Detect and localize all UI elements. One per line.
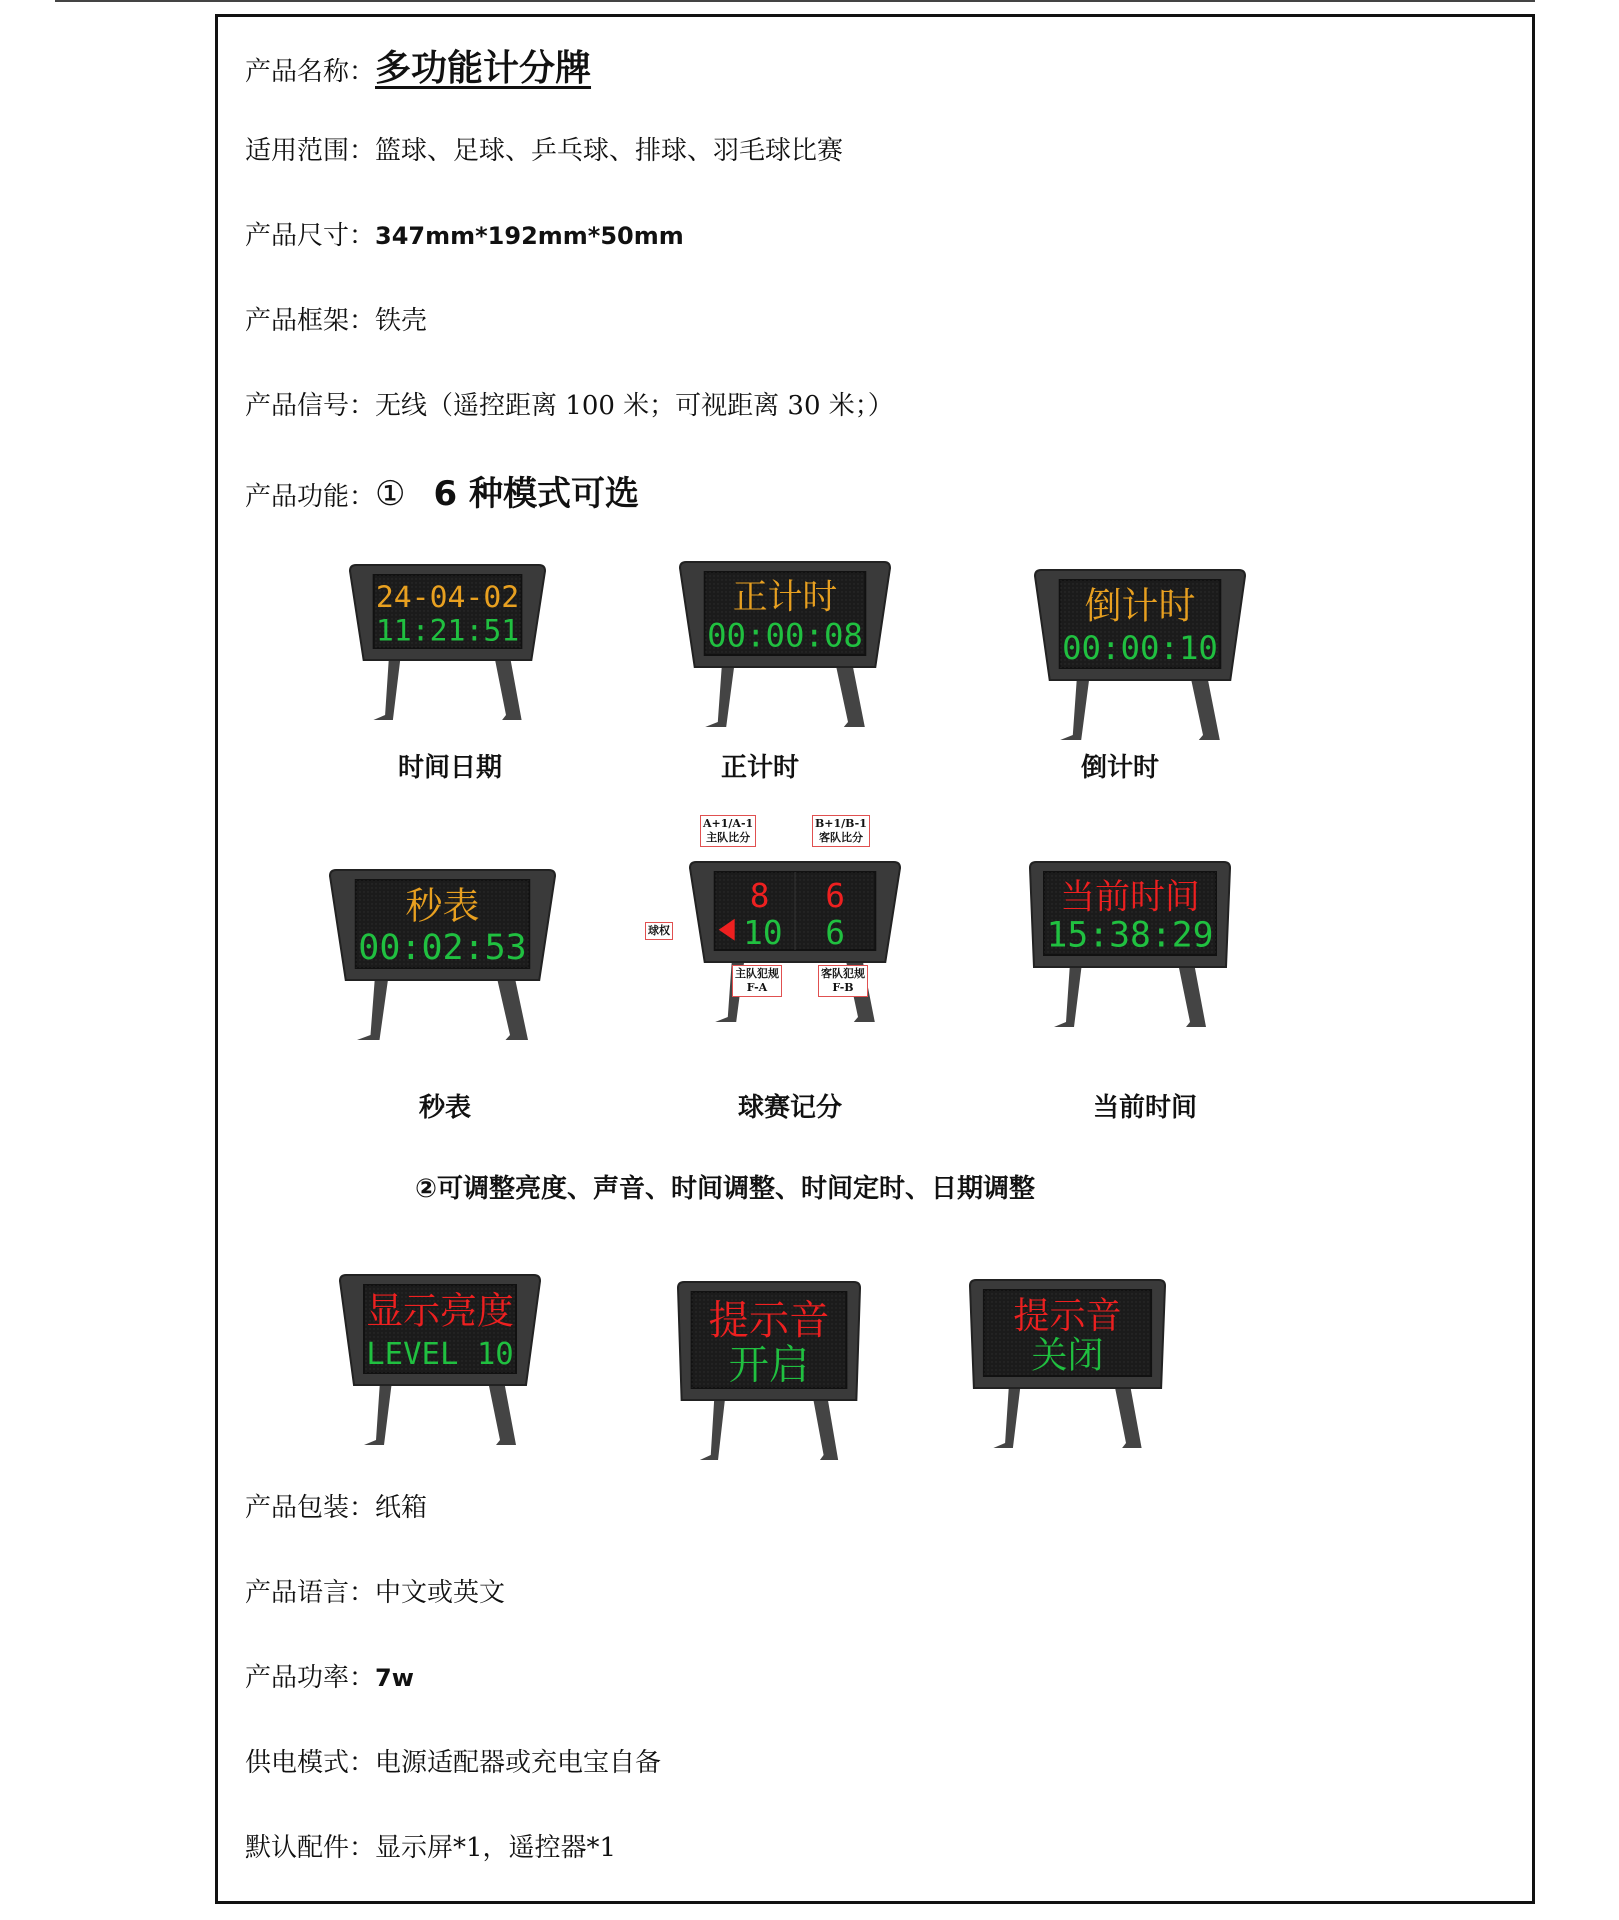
setting-2-display bbox=[970, 1280, 1165, 1458]
guest-foul: 6 bbox=[825, 913, 846, 952]
annotation-guest-foul bbox=[818, 965, 868, 997]
annotation-home-score-line-1: 主队比分 bbox=[706, 831, 751, 844]
mode-1-display bbox=[680, 562, 890, 737]
size-label: 产品尺寸： bbox=[245, 221, 376, 251]
mode-5-device-svg bbox=[1030, 862, 1230, 1037]
mode-3-device-svg bbox=[330, 870, 555, 1050]
mode-caption-0: 时间日期 bbox=[397, 753, 502, 783]
annotation-guest-score bbox=[812, 815, 870, 847]
setting-2-line2: 关闭 bbox=[1031, 1333, 1104, 1377]
frame-row bbox=[245, 300, 427, 337]
mode-3-line1: 秒表 bbox=[405, 884, 480, 928]
top-rule bbox=[55, 0, 1535, 2]
annotation-home-foul bbox=[732, 965, 782, 997]
stand-leg-right bbox=[813, 1396, 838, 1460]
language-row bbox=[245, 1572, 505, 1609]
mode-2-line1: 倒计时 bbox=[1084, 584, 1196, 628]
mode-1-line1: 正计时 bbox=[732, 577, 838, 618]
setting-1-display bbox=[678, 1282, 860, 1470]
accessory-row bbox=[245, 1827, 616, 1864]
mode-0-line2: 11:21:51 bbox=[375, 613, 520, 649]
home-foul: 10 bbox=[743, 913, 783, 952]
annotation-guest-foul-line-1: F-B bbox=[832, 981, 854, 994]
stand-leg-right bbox=[1190, 676, 1219, 740]
function-row bbox=[245, 466, 639, 515]
mode-2-device-svg bbox=[1035, 570, 1245, 750]
size-value: 347mm*192mm*50mm bbox=[375, 222, 684, 250]
stand-leg-left bbox=[364, 1381, 392, 1445]
annotation-home-score bbox=[700, 815, 756, 847]
mode-1-line2: 00:00:08 bbox=[707, 616, 863, 655]
mode-0-device-svg bbox=[350, 565, 545, 730]
supply-value: 电源适配器或充电宝自备 bbox=[375, 1748, 662, 1778]
mode-caption-2: 倒计时 bbox=[1080, 753, 1159, 783]
power-label: 产品功率： bbox=[245, 1663, 376, 1693]
stand-leg-left bbox=[1054, 963, 1082, 1027]
stand-leg-left bbox=[705, 663, 734, 727]
annotation-guest-score-line-0: B+1/B-1 bbox=[815, 817, 867, 830]
scope-label: 适用范围： bbox=[245, 136, 376, 166]
frame-label: 产品框架： bbox=[245, 306, 376, 336]
mode-0-display bbox=[350, 565, 545, 730]
function-label: 产品功能： bbox=[245, 482, 376, 512]
setting-1-line2: 开启 bbox=[728, 1341, 810, 1389]
annotation-home-foul-line-1: F-A bbox=[746, 981, 768, 994]
guest-score: 6 bbox=[825, 877, 846, 916]
mode-caption-1: 正计时 bbox=[720, 753, 799, 783]
setting-1-device-svg bbox=[678, 1282, 860, 1470]
scope-value: 篮球、足球、乒乓球、排球、羽毛球比赛 bbox=[375, 136, 844, 166]
adjust-text: ②可调整亮度、声音、时间调整、时间定时、日期调整 bbox=[415, 1174, 1036, 1204]
stand-leg-right bbox=[494, 656, 521, 720]
setting-0-device-svg bbox=[340, 1275, 540, 1455]
annotation-possession-line-0: 球权 bbox=[648, 924, 670, 937]
accessory-label: 默认配件： bbox=[245, 1833, 376, 1863]
package-label: 产品包装： bbox=[245, 1493, 376, 1523]
home-score: 8 bbox=[749, 877, 770, 916]
annotation-possession bbox=[645, 922, 673, 940]
stand-leg-right bbox=[835, 663, 864, 727]
stand-leg-right bbox=[497, 976, 529, 1040]
setting-2-line1: 提示音 bbox=[1013, 1293, 1122, 1337]
setting-0-line2: LEVEL 10 bbox=[366, 1337, 514, 1373]
stand-leg-left bbox=[357, 976, 389, 1040]
annotation-home-foul-line-0: 主队犯规 bbox=[735, 967, 779, 980]
annotation-home-score-line-0: A+1/A-1 bbox=[703, 817, 754, 830]
setting-0-display bbox=[340, 1275, 540, 1455]
mode-caption-3: 秒表 bbox=[418, 1093, 471, 1123]
setting-0-line1: 显示亮度 bbox=[366, 1289, 514, 1333]
mode-4-device-svg bbox=[690, 862, 900, 1032]
signal-label: 产品信号： bbox=[245, 391, 376, 421]
package-value: 纸箱 bbox=[375, 1493, 428, 1523]
stand-leg-left bbox=[373, 656, 400, 720]
mode-5-line2: 15:38:29 bbox=[1046, 915, 1214, 956]
setting-1-line1: 提示音 bbox=[708, 1297, 830, 1345]
function-value: 6 种模式可选 bbox=[433, 474, 639, 514]
package-row bbox=[245, 1487, 427, 1524]
stand-leg-right bbox=[1178, 963, 1206, 1027]
product-name-row bbox=[245, 40, 591, 91]
function-number: ① bbox=[375, 474, 406, 514]
mode-5-display bbox=[1030, 862, 1230, 1037]
mode-2-display bbox=[1035, 570, 1245, 750]
stand-leg-right bbox=[488, 1381, 516, 1445]
product-name-label: 产品名称： bbox=[245, 57, 376, 87]
signal-value: 无线（遥控距离 100 米；可视距离 30 米；） bbox=[375, 391, 894, 421]
mode-3-display bbox=[330, 870, 555, 1050]
supply-row bbox=[245, 1742, 661, 1779]
accessory-value: 显示屏*1，遥控器*1 bbox=[375, 1833, 617, 1863]
size-row bbox=[245, 215, 684, 252]
mode-caption-4: 球赛记分 bbox=[737, 1093, 842, 1123]
language-label: 产品语言： bbox=[245, 1578, 376, 1608]
annotation-guest-score-line-1: 客队比分 bbox=[818, 831, 863, 844]
mode-5-line1: 当前时间 bbox=[1060, 877, 1200, 918]
mode-3-line2: 00:02:53 bbox=[358, 928, 527, 969]
frame-value: 铁壳 bbox=[375, 306, 428, 336]
mode-0-line1: 24-04-02 bbox=[375, 580, 520, 616]
mode-2-line2: 00:00:10 bbox=[1062, 629, 1218, 668]
stand-leg-left bbox=[1060, 676, 1089, 740]
supply-label: 供电模式： bbox=[245, 1748, 376, 1778]
power-row bbox=[245, 1657, 414, 1694]
stand-leg-left bbox=[700, 1396, 725, 1460]
annotation-guest-foul-line-0: 客队犯规 bbox=[821, 967, 865, 980]
stand-leg-left bbox=[993, 1384, 1020, 1448]
signal-row bbox=[245, 385, 894, 422]
scope-row bbox=[245, 130, 843, 167]
mode-caption-5: 当前时间 bbox=[1092, 1093, 1197, 1123]
mode-1-device-svg bbox=[680, 562, 890, 737]
product-name-title: 多功能计分牌 bbox=[375, 48, 592, 89]
language-value: 中文或英文 bbox=[375, 1578, 506, 1608]
power-value: 7w bbox=[375, 1664, 414, 1692]
setting-2-device-svg bbox=[970, 1280, 1165, 1458]
stand-leg-right bbox=[1114, 1384, 1141, 1448]
mode-4-display bbox=[690, 862, 900, 1032]
